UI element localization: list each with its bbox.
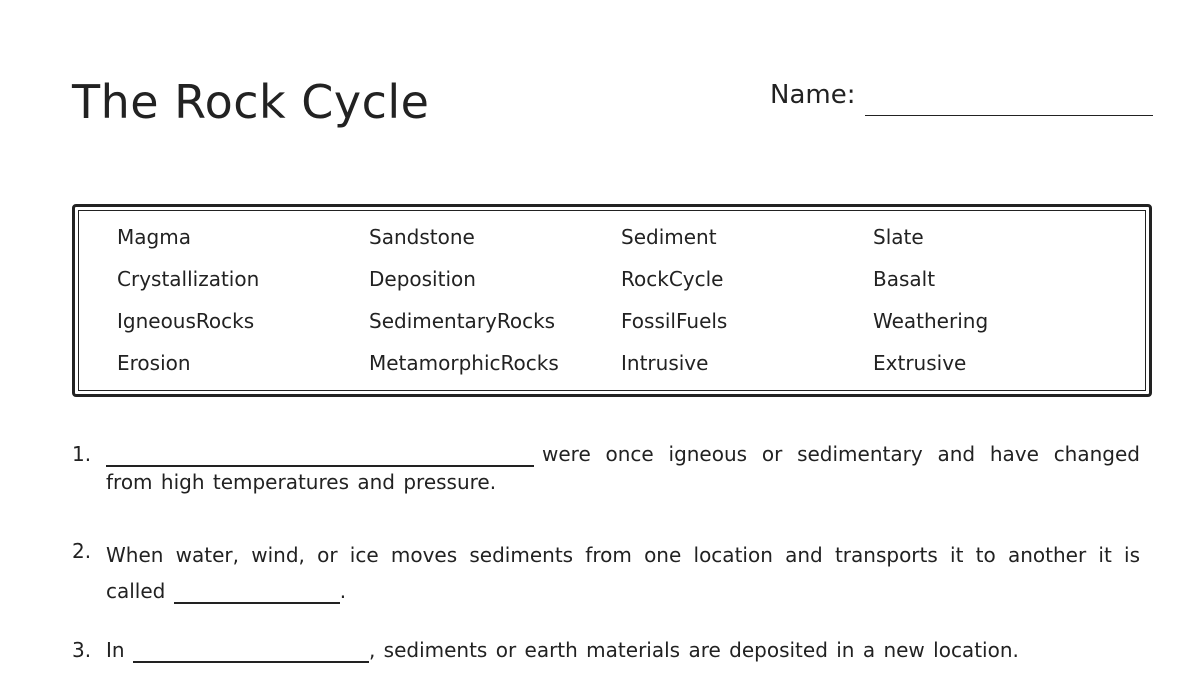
question-number: 3.: [72, 638, 92, 662]
worksheet-title: The Rock Cycle: [72, 75, 430, 129]
question-text: [106, 440, 1140, 496]
word-bank-item: Intrusive: [621, 351, 709, 375]
question-1: [72, 440, 1140, 496]
question-number: 2.: [72, 539, 92, 563]
word-bank-item: Magma: [117, 225, 191, 249]
question-text-before: In: [106, 638, 125, 662]
word-bank-item: RockCycle: [621, 267, 724, 291]
answer-blank[interactable]: [174, 584, 340, 604]
word-bank-item: SedimentaryRocks: [369, 309, 556, 333]
word-bank-grid: [78, 210, 1146, 391]
word-bank-item: IgneousRocks: [117, 309, 255, 333]
word-bank-item: Erosion: [117, 351, 191, 375]
name-field: [770, 78, 1153, 112]
question-text: [106, 636, 1140, 664]
answer-blank[interactable]: [133, 643, 369, 663]
word-bank-item: Sandstone: [369, 225, 475, 249]
question-3: [72, 636, 1140, 664]
word-bank-item: Deposition: [369, 267, 476, 291]
question-text: [106, 537, 1140, 609]
word-bank-item: Crystallization: [117, 267, 260, 291]
question-text-before: When water, wind, or ice moves sediments from one location and transports it to another it is called: [106, 543, 1140, 603]
question-2: [72, 537, 1140, 609]
question-text-after: were once igneous or sedimentary and have changed from high temperatures and pressure.: [106, 442, 1140, 494]
name-blank[interactable]: [865, 85, 1153, 116]
question-number: 1.: [72, 442, 92, 466]
word-bank: [72, 204, 1152, 397]
word-bank-item: Basalt: [873, 267, 936, 291]
question-text-after: , sediments or earth materials are deposited in a new location.: [368, 638, 1019, 662]
word-bank-item: Sediment: [621, 225, 717, 249]
word-bank-item: FossilFuels: [621, 309, 728, 333]
word-bank-item: Slate: [873, 225, 924, 249]
name-label: Name:: [770, 80, 856, 110]
question-text-after: .: [339, 579, 347, 603]
word-bank-item: Extrusive: [873, 351, 967, 375]
word-bank-item: Weathering: [873, 309, 989, 333]
word-bank-item: MetamorphicRocks: [369, 351, 559, 375]
answer-blank[interactable]: [106, 447, 534, 467]
